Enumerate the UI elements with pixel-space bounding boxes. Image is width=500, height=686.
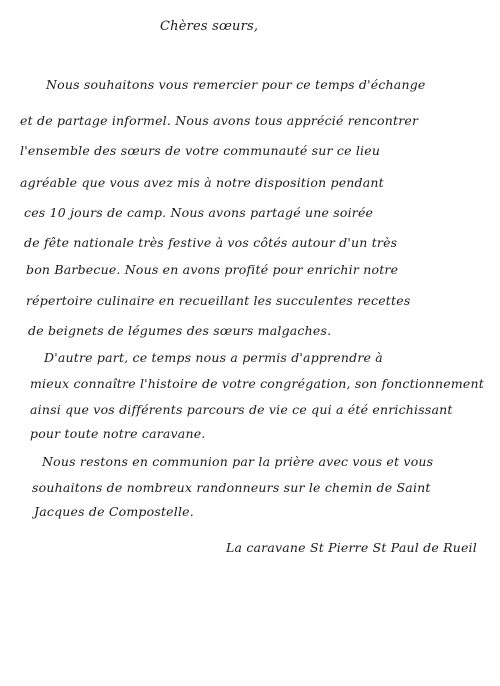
letter-signature: La caravane St Pierre St Paul de Rueil — [226, 540, 477, 555]
letter-line: Nous souhaitons vous remercier pour ce temps d'échange — [46, 77, 426, 92]
letter-line: D'autre part, ce temps nous a permis d'apprendre à — [44, 350, 383, 365]
letter-line: Nous restons en communion par la prière avec vous et vous — [42, 454, 434, 469]
letter-line: souhaitons de nombreux randonneurs sur le chemin de Saint — [32, 480, 431, 495]
letter-line: bon Barbecue. Nous en avons profité pour enrichir notre — [26, 262, 399, 277]
letter-line: agréable que vous avez mis à notre disposition pendant — [20, 175, 384, 190]
letter-salutation: Chères sœurs, — [160, 19, 259, 34]
letter-line: Jacques de Compostelle. — [34, 504, 194, 519]
letter-line: ainsi que vos différents parcours de vie ce qui a été enrichissant — [30, 402, 453, 417]
letter-line: ces 10 jours de camp. Nous avons partagé une soirée — [24, 205, 374, 220]
letter-line: de beignets de légumes des sœurs malgaches. — [28, 323, 332, 338]
letter-line: et de partage informel. Nous avons tous apprécié rencontrer — [20, 113, 419, 128]
letter-line: pour toute notre caravane. — [30, 426, 206, 441]
letter-line: répertoire culinaire en recueillant les succulentes recettes — [26, 293, 411, 308]
letter-line: l'ensemble des sœurs de votre communauté sur ce lieu — [20, 143, 381, 158]
letter-line: de fête nationale très festive à vos côtés autour d'un très — [24, 235, 398, 250]
letter-line: mieux connaître l'histoire de votre congrégation, son fonctionnement — [30, 376, 484, 391]
